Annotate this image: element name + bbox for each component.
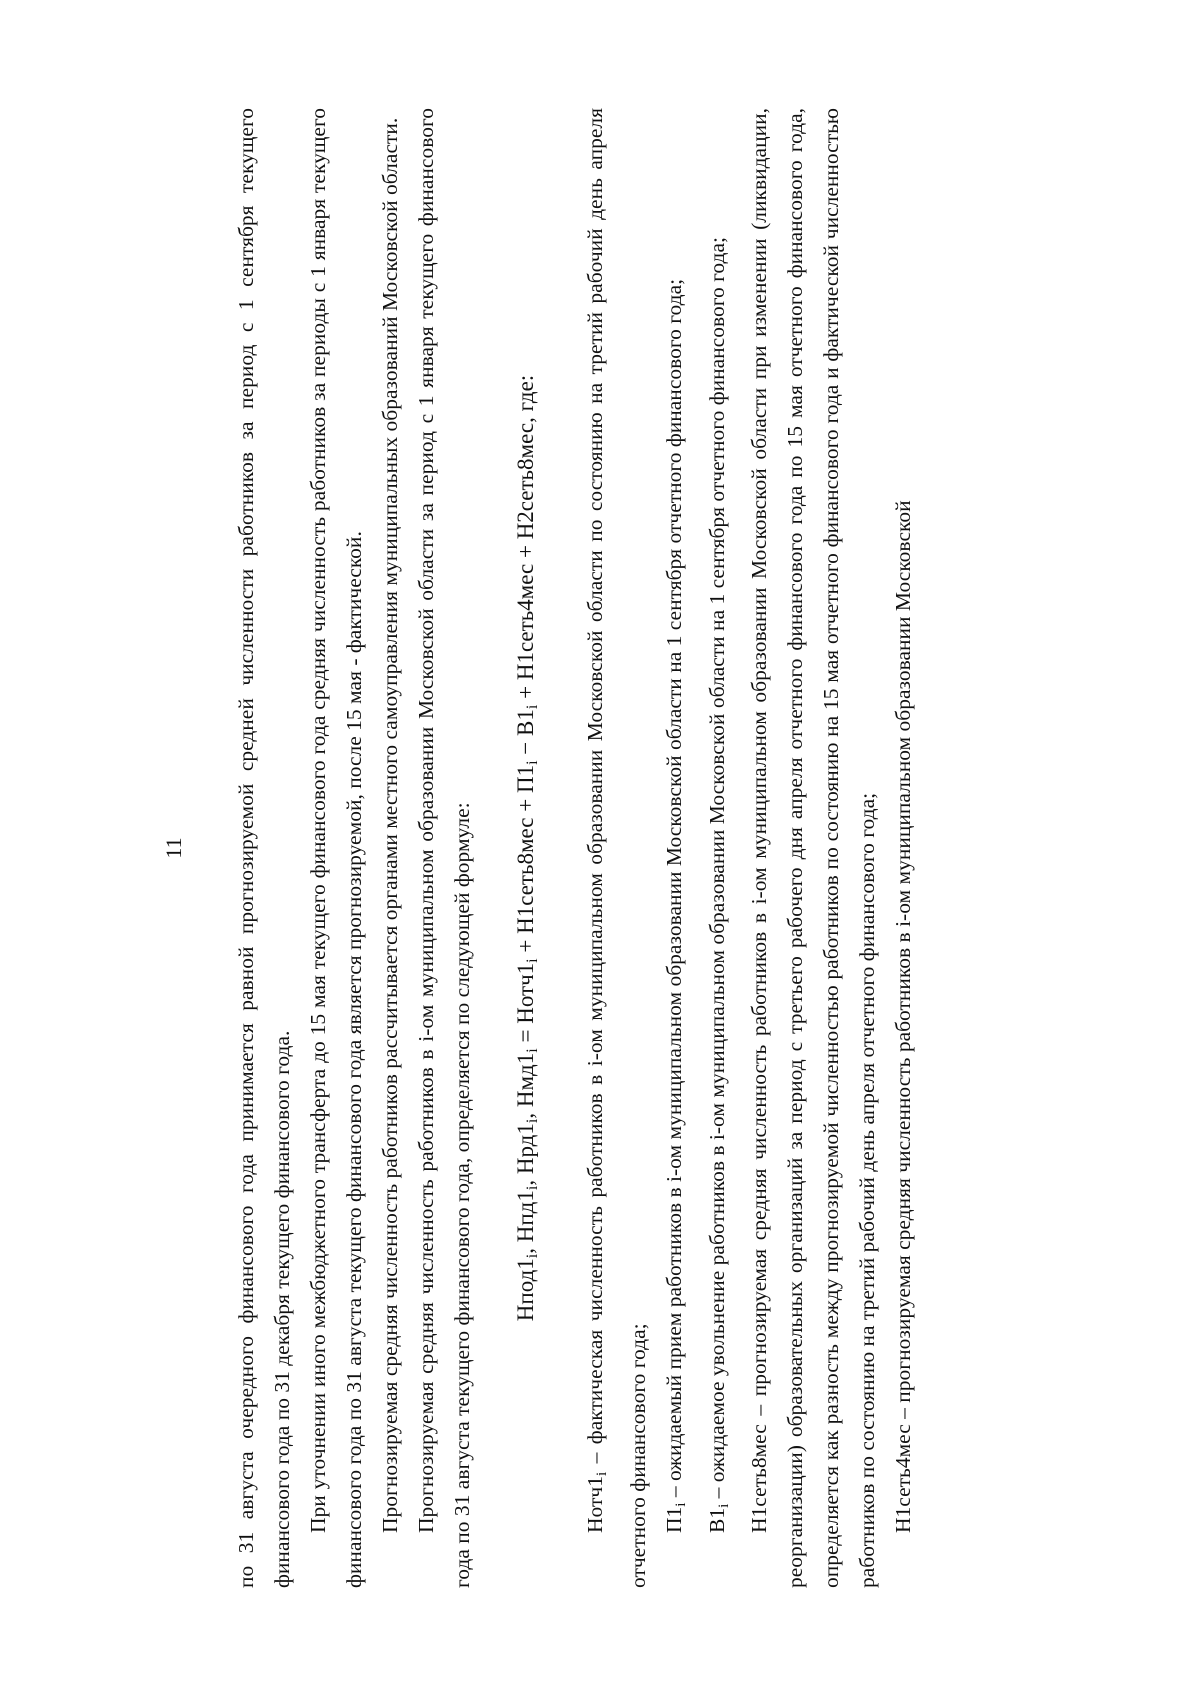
rotated-page: [160, 108, 1040, 1588]
formula-sub-6: i: [524, 760, 542, 765]
paragraph-2: При уточнении иного межбюджетного трансферта до 15 мая текущего финансового года средняя численность работников за периоды с 1 января текущего финансового года по 31 августа текущего финансового года является прогнозируемой, после 15 мая - фактической.: [306, 108, 366, 1588]
paragraph-3: Прогнозируемая средняя численность работников рассчитывается органами местного самоуправления муниципальных образований Московской области.: [378, 117, 402, 1533]
formula-lhs2: , Нпд1: [513, 1190, 538, 1254]
definition-v1: [699, 108, 742, 1588]
formula-sub-4: i: [524, 1048, 542, 1053]
paragraph-1: по 31 августа очередного финансового года принимается равной прогнозируемой средней численности работников за период с 1 сентября текущего финансового года по 31 декабря текущего финансового года.: [234, 108, 294, 1588]
formula-t2: − В1: [513, 709, 538, 761]
document-body: [228, 108, 921, 1588]
page-number: 11: [161, 837, 186, 859]
definition-v1-symbol: В1: [704, 1507, 729, 1533]
definition-notch1-symbol: Нотч1: [583, 1476, 608, 1533]
paragraph-4: Прогнозируемая средняя численность работников в i-ом муниципальном образовании Московской области за период с 1 января текущего финансового года по 31 августа текущего финансового года, определяется по следующей формуле:: [414, 108, 474, 1588]
formula-eq: = Нотч1: [513, 962, 538, 1049]
formula-lhs: Нпод1: [513, 1258, 538, 1322]
definition-n1set8mes: Н1сеть8мес – прогнозируемая средняя численность работников в i-ом муниципальном образовании Московской области при изменении (ликвидации, реорганизации) образовательных организаций за период с третьего рабочего дня апреля отчетного финансового года по 15 мая отчетного финансового года, определяется как разность между прогнозируемой численностью работников по состоянию на 15 мая отчетного финансового года и фактической численностью работников по состоянию на третий рабочий день апреля отчетного финансового года;: [747, 108, 880, 1588]
formula-t1: + Н1сеть8мес + П1: [513, 764, 538, 959]
definition-n1set4mes: Н1сеть4мес – прогнозируемая средняя численность работников в i-ом муниципальном образовании Московской: [891, 500, 916, 1533]
definition-v1-text: – ожидаемое увольнение работников в i-ом муниципальном образовании Московской области на 1 сентября отчетного финансового года;: [704, 236, 729, 1504]
formula-sub-3: i: [524, 1118, 542, 1124]
definition-v1-sub: i: [715, 1503, 732, 1508]
definition-p1: [656, 108, 699, 1588]
formula-sub-7: i: [524, 704, 542, 710]
definition-notch1-sub: i: [593, 1471, 610, 1477]
formula-sub-2: i: [524, 1185, 542, 1191]
formula: [508, 108, 551, 1588]
definition-p1-sub: i: [672, 1502, 689, 1507]
formula-sub-5: i: [524, 958, 542, 963]
definition-notch1-text: – фактическая численность работников в i-ом муниципальном образовании Московской области по состоянию на третий рабочий день апреля отчетного финансового года;: [583, 108, 650, 1588]
formula-t3: + Н1сеть4мес + Н2сеть8мес, где:: [513, 374, 538, 705]
definition-notch1: [577, 108, 656, 1588]
definition-p1-symbol: П1: [661, 1506, 686, 1533]
formula-sub-1: i: [524, 1253, 542, 1259]
formula-lhs3: , Нрд1: [513, 1123, 538, 1186]
definition-p1-text: – ожидаемый прием работников в i-ом муниципальном образовании Московской области на 1 сентября отчетного финансового года;: [661, 278, 686, 1503]
formula-lhs4: , Нмд1: [513, 1052, 538, 1119]
